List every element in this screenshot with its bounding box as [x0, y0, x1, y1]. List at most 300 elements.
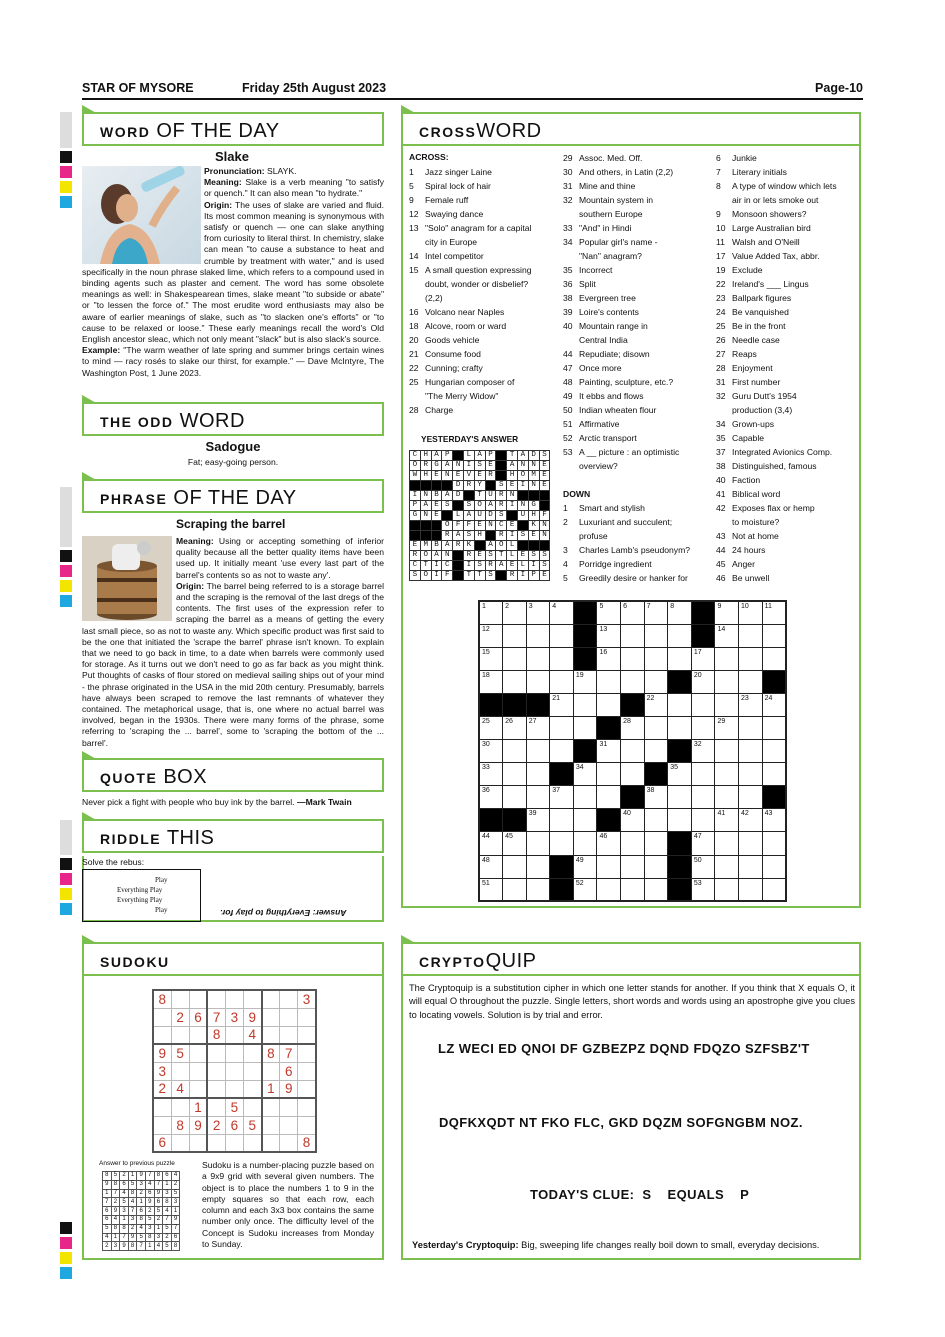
crossword-cell — [621, 786, 645, 809]
crossword-cell[interactable] — [526, 855, 550, 878]
crossword-cell[interactable]: 36 — [479, 786, 503, 809]
crossword-cell[interactable] — [621, 670, 645, 693]
sudoku-cell[interactable] — [262, 1098, 280, 1116]
crossword-cell[interactable]: 30 — [479, 740, 503, 763]
crossword-cell[interactable] — [715, 786, 739, 809]
crossword-cell[interactable]: 41 — [715, 809, 739, 832]
prev-sudoku-label: Answer to previous puzzle — [99, 1160, 175, 1167]
crossword-cell[interactable]: 43 — [762, 809, 786, 832]
crossword-cell[interactable] — [739, 786, 763, 809]
sudoku-cell[interactable] — [225, 1080, 243, 1098]
crossword-cell[interactable] — [715, 693, 739, 716]
sudoku-cell[interactable] — [298, 1116, 316, 1134]
sudoku-cell[interactable] — [225, 1026, 243, 1044]
prev-sudoku-cell: 8 — [137, 1215, 146, 1224]
crossword-cell[interactable] — [503, 763, 527, 786]
crossword-cell[interactable] — [621, 624, 645, 647]
sudoku-cell[interactable] — [262, 1026, 280, 1044]
crossword-cell[interactable] — [644, 809, 668, 832]
sudoku-cell[interactable] — [207, 1044, 225, 1062]
crossword-cell[interactable]: 18 — [479, 670, 503, 693]
crossword-cell[interactable]: 33 — [479, 763, 503, 786]
prev-sudoku-cell: 3 — [171, 1198, 180, 1207]
sudoku-cell[interactable] — [243, 1134, 261, 1152]
answer-cell — [453, 551, 464, 561]
crossword-cell[interactable] — [739, 740, 763, 763]
crossword-cell[interactable]: 25 — [479, 716, 503, 739]
crossword-cell[interactable] — [762, 878, 786, 901]
crossword-cell[interactable]: 27 — [526, 716, 550, 739]
sudoku-cell[interactable]: 9 — [243, 1008, 261, 1026]
crossword-cell[interactable]: 23 — [739, 693, 763, 716]
crossword-cell[interactable]: 2 — [503, 601, 527, 624]
clue: 2 Luxuriant and succulent; — [563, 517, 673, 527]
crossword-cell[interactable] — [621, 763, 645, 786]
crossword-cell[interactable]: 17 — [691, 647, 715, 670]
sudoku-cell[interactable]: 4 — [171, 1080, 189, 1098]
crossword-cell[interactable] — [597, 693, 621, 716]
sudoku-cell[interactable]: 6 — [189, 1008, 207, 1026]
prev-sudoku-cell: 5 — [103, 1224, 112, 1233]
crossword-cell[interactable]: 38 — [644, 786, 668, 809]
clue: 34 Grown-ups — [716, 419, 775, 429]
crossword-cell[interactable] — [550, 809, 574, 832]
answer-cell: A — [431, 451, 442, 461]
prev-sudoku-cell: 2 — [163, 1233, 172, 1242]
answer-cell: H — [474, 531, 485, 541]
crossword-cell[interactable] — [621, 647, 645, 670]
answer-cell: I — [517, 481, 528, 491]
crossword-cell[interactable] — [526, 740, 550, 763]
answer-cell: G — [431, 461, 442, 471]
crossword-cell[interactable]: 47 — [691, 832, 715, 855]
sudoku-cell[interactable] — [153, 1026, 171, 1044]
crossword-cell[interactable] — [503, 624, 527, 647]
sudoku-cell[interactable]: 9 — [280, 1080, 298, 1098]
sudoku-cell[interactable] — [243, 1080, 261, 1098]
crossword-cell[interactable] — [762, 716, 786, 739]
prev-sudoku-cell: 7 — [137, 1242, 146, 1251]
answer-cell: D — [453, 481, 464, 491]
answer-cell: S — [496, 511, 507, 521]
answer-cell: N — [485, 521, 496, 531]
answer-cell: P — [442, 451, 453, 461]
sudoku-cell[interactable] — [189, 1080, 207, 1098]
crossword-cell[interactable]: 31 — [597, 740, 621, 763]
sudoku-cell[interactable] — [153, 1116, 171, 1134]
crossword-cell[interactable] — [597, 763, 621, 786]
sudoku-cell[interactable] — [298, 1026, 316, 1044]
crossword-cell — [573, 647, 597, 670]
sudoku-cell[interactable] — [189, 990, 207, 1008]
answer-cell — [410, 521, 421, 531]
crossword-cell[interactable] — [715, 763, 739, 786]
answer-cell: L — [463, 451, 474, 461]
answer-cell: F — [442, 571, 453, 581]
answer-cell — [528, 491, 539, 501]
answer-cell: A — [496, 561, 507, 571]
sudoku-cell[interactable] — [298, 1098, 316, 1116]
crossword-cell[interactable] — [739, 624, 763, 647]
crossword-cell[interactable] — [644, 740, 668, 763]
prev-sudoku-cell: 7 — [145, 1172, 154, 1181]
answer-cell: S — [485, 571, 496, 581]
sudoku-cell[interactable]: 2 — [171, 1008, 189, 1026]
crossword-cell[interactable] — [691, 809, 715, 832]
sudoku-cell[interactable]: 5 — [225, 1098, 243, 1116]
crossword-cell[interactable]: 11 — [762, 601, 786, 624]
sudoku-cell[interactable]: 9 — [189, 1116, 207, 1134]
sudoku-cell[interactable]: 6 — [153, 1134, 171, 1152]
crossword-cell[interactable]: 42 — [739, 809, 763, 832]
answer-cell: E — [431, 511, 442, 521]
sudoku-cell[interactable] — [189, 1044, 207, 1062]
clue: 6 Junkie — [716, 153, 757, 163]
prev-sudoku-cell: 5 — [145, 1215, 154, 1224]
crossword-cell[interactable] — [526, 624, 550, 647]
crossword-cell[interactable] — [668, 624, 692, 647]
crossword-cell[interactable] — [762, 763, 786, 786]
crossword-cell[interactable] — [715, 878, 739, 901]
sudoku-cell[interactable] — [171, 1134, 189, 1152]
crossword-cell[interactable]: 28 — [621, 716, 645, 739]
answer-cell: R — [463, 481, 474, 491]
crossword-cell[interactable]: 46 — [597, 832, 621, 855]
clue: DOWN — [563, 489, 591, 499]
sudoku-cell[interactable]: 3 — [298, 990, 316, 1008]
clue: 24 Be vanquished — [716, 307, 789, 317]
answer-cell: N — [517, 501, 528, 511]
crossword-cell[interactable] — [644, 647, 668, 670]
prev-sudoku-cell: 6 — [154, 1198, 163, 1207]
crossword-cell[interactable] — [691, 716, 715, 739]
sudoku-cell[interactable] — [153, 1008, 171, 1026]
crossword-cell[interactable] — [526, 786, 550, 809]
crossword-cell[interactable] — [739, 832, 763, 855]
crossword-cell[interactable]: 5 — [597, 601, 621, 624]
crossword-cell[interactable] — [573, 832, 597, 855]
crossword-cell[interactable] — [691, 763, 715, 786]
answer-cell: B — [431, 541, 442, 551]
answer-cell — [410, 531, 421, 541]
crossword-cell[interactable] — [644, 832, 668, 855]
answer-cell: I — [507, 501, 518, 511]
crossword-cell[interactable] — [739, 647, 763, 670]
crossword-cell[interactable] — [739, 763, 763, 786]
crossword-cell[interactable] — [644, 624, 668, 647]
crossword-cell[interactable]: 48 — [479, 855, 503, 878]
sudoku-cell[interactable] — [171, 1026, 189, 1044]
crossword-cell[interactable]: 50 — [691, 855, 715, 878]
crossword-cell[interactable] — [573, 716, 597, 739]
crossword-cell[interactable]: 7 — [644, 601, 668, 624]
crossword-cell[interactable] — [550, 716, 574, 739]
crossword-cell[interactable]: 1 — [479, 601, 503, 624]
crossword-cell[interactable]: 24 — [762, 693, 786, 716]
answer-cell — [539, 501, 550, 511]
crossword-cell — [668, 855, 692, 878]
crossword-cell[interactable]: 12 — [479, 624, 503, 647]
sudoku-cell[interactable]: 2 — [207, 1116, 225, 1134]
crossword-cell[interactable]: 52 — [573, 878, 597, 901]
answer-cell: D — [485, 511, 496, 521]
crossword-cell[interactable] — [526, 832, 550, 855]
crossword-cell[interactable] — [715, 855, 739, 878]
sudoku-cell[interactable]: 7 — [280, 1044, 298, 1062]
crossword-cell[interactable] — [739, 670, 763, 693]
crossword-cell[interactable]: 39 — [526, 809, 550, 832]
crossword-cell[interactable] — [573, 693, 597, 716]
answer-cell: H — [420, 451, 431, 461]
crossword-cell[interactable]: 20 — [691, 670, 715, 693]
crossword-cell[interactable] — [668, 647, 692, 670]
crossword-cell[interactable] — [715, 670, 739, 693]
sudoku-cell[interactable] — [207, 1062, 225, 1080]
crossword-cell[interactable]: 34 — [573, 763, 597, 786]
crossword-cell[interactable] — [621, 832, 645, 855]
sudoku-cell[interactable] — [280, 990, 298, 1008]
prev-sudoku-cell: 7 — [120, 1233, 129, 1242]
prev-sudoku-cell: 5 — [120, 1198, 129, 1207]
sudoku-cell[interactable] — [262, 1062, 280, 1080]
sudoku-cell[interactable]: 8 — [298, 1134, 316, 1152]
crossword-cell[interactable] — [503, 878, 527, 901]
crossword-cell[interactable] — [503, 647, 527, 670]
crossword-cell[interactable]: 13 — [597, 624, 621, 647]
sudoku-cell[interactable]: 5 — [171, 1044, 189, 1062]
crossword-cell[interactable] — [573, 786, 597, 809]
crossword-cell[interactable]: 3 — [526, 601, 550, 624]
odd-word-def: Fat; easy-going person. — [187, 457, 279, 467]
crossword-cell[interactable] — [715, 647, 739, 670]
answer-cell — [517, 541, 528, 551]
prev-sudoku-cell: 1 — [145, 1242, 154, 1251]
crossword-cell[interactable] — [550, 832, 574, 855]
sudoku-cell[interactable] — [298, 1008, 316, 1026]
crossword-cell[interactable]: 19 — [573, 670, 597, 693]
sudoku-cell[interactable] — [280, 1116, 298, 1134]
sudoku-cell[interactable]: 7 — [207, 1008, 225, 1026]
crossword-cell[interactable] — [739, 855, 763, 878]
sudoku-cell[interactable] — [280, 1026, 298, 1044]
sudoku-cell[interactable]: 8 — [171, 1116, 189, 1134]
crossword-cell[interactable] — [644, 716, 668, 739]
crossword-cell[interactable] — [644, 670, 668, 693]
print-marks — [60, 112, 72, 211]
crossword-cell[interactable] — [762, 740, 786, 763]
sudoku-cell[interactable] — [280, 1098, 298, 1116]
crossword-cell[interactable] — [715, 740, 739, 763]
sudoku-cell[interactable] — [280, 1134, 298, 1152]
crossword-cell[interactable] — [621, 878, 645, 901]
sudoku-cell[interactable] — [189, 1134, 207, 1152]
crossword-cell[interactable] — [739, 878, 763, 901]
sudoku-cell[interactable] — [243, 1044, 261, 1062]
sudoku-cell[interactable] — [225, 1134, 243, 1152]
sudoku-grid[interactable] — [152, 989, 317, 1153]
crossword-cell[interactable]: 37 — [550, 786, 574, 809]
crossword-cell[interactable]: 44 — [479, 832, 503, 855]
crossword-cell[interactable] — [762, 647, 786, 670]
sudoku-cell[interactable] — [171, 1098, 189, 1116]
answer-cell: O — [474, 501, 485, 511]
crossword-cell[interactable] — [621, 855, 645, 878]
crossword-cell[interactable] — [526, 670, 550, 693]
crossword-cell[interactable] — [762, 832, 786, 855]
crossword-cell[interactable]: 9 — [715, 601, 739, 624]
sudoku-cell[interactable] — [298, 1080, 316, 1098]
prev-sudoku-cell: 1 — [120, 1215, 129, 1224]
sudoku-cell[interactable] — [243, 990, 261, 1008]
prev-sudoku-cell: 8 — [103, 1172, 112, 1181]
crossword-cell[interactable]: 51 — [479, 878, 503, 901]
crossword-cell[interactable]: 35 — [668, 763, 692, 786]
crossword-cell[interactable]: 21 — [550, 693, 574, 716]
crossword-cell — [762, 670, 786, 693]
crossword-cell[interactable] — [550, 740, 574, 763]
crossword-cell[interactable] — [668, 809, 692, 832]
prev-sudoku-cell: 9 — [154, 1189, 163, 1198]
crossword-cell[interactable]: 40 — [621, 809, 645, 832]
sudoku-cell[interactable] — [298, 1044, 316, 1062]
crossword-cell[interactable] — [597, 855, 621, 878]
sudoku-cell[interactable]: 2 — [153, 1080, 171, 1098]
clue: 30 And others, in Latin (2,2) — [563, 167, 674, 177]
answer-cell: T — [507, 451, 518, 461]
sudoku-cell[interactable] — [189, 1026, 207, 1044]
sudoku-cell[interactable] — [280, 1008, 298, 1026]
prev-sudoku-cell: 6 — [163, 1172, 172, 1181]
crossword-cell[interactable] — [550, 670, 574, 693]
crossword-cell[interactable] — [503, 740, 527, 763]
sudoku-cell[interactable] — [262, 1134, 280, 1152]
crossword-cell[interactable] — [503, 786, 527, 809]
sudoku-cell[interactable] — [225, 990, 243, 1008]
sudoku-cell[interactable]: 8 — [153, 990, 171, 1008]
sudoku-cell[interactable] — [243, 1062, 261, 1080]
sudoku-cell[interactable]: 1 — [189, 1098, 207, 1116]
sudoku-cell[interactable]: 9 — [153, 1044, 171, 1062]
crossword-cell[interactable] — [526, 647, 550, 670]
crossword-cell[interactable] — [762, 855, 786, 878]
crossword-cell[interactable]: 10 — [739, 601, 763, 624]
sudoku-cell[interactable] — [243, 1098, 261, 1116]
answer-cell: E — [507, 521, 518, 531]
crossword-cell[interactable]: 49 — [573, 855, 597, 878]
crossword-cell[interactable]: 22 — [644, 693, 668, 716]
crossword-cell[interactable] — [715, 832, 739, 855]
sudoku-cell[interactable]: 4 — [243, 1026, 261, 1044]
crossword-cell[interactable]: 15 — [479, 647, 503, 670]
answer-cell — [463, 491, 474, 501]
crossword-cell[interactable]: 32 — [691, 740, 715, 763]
crossword-cell[interactable] — [644, 855, 668, 878]
prev-sudoku-cell: 8 — [171, 1242, 180, 1251]
crossword-cell — [597, 809, 621, 832]
answer-cell: G — [528, 501, 539, 511]
crossword-cell[interactable] — [668, 716, 692, 739]
crossword-cell[interactable] — [644, 878, 668, 901]
crossword-cell[interactable]: 6 — [621, 601, 645, 624]
crossword-cell[interactable] — [503, 670, 527, 693]
answer-cell: E — [453, 471, 464, 481]
sudoku-cell[interactable] — [207, 1134, 225, 1152]
sudoku-cell[interactable] — [189, 1062, 207, 1080]
prev-sudoku-cell: 8 — [128, 1242, 137, 1251]
sudoku-cell[interactable] — [262, 990, 280, 1008]
sudoku-cell[interactable]: 3 — [153, 1062, 171, 1080]
sudoku-cell[interactable] — [207, 1098, 225, 1116]
crossword-cell[interactable] — [550, 647, 574, 670]
crossword-cell[interactable]: 4 — [550, 601, 574, 624]
crossword-cell[interactable] — [573, 809, 597, 832]
sudoku-cell[interactable]: 3 — [225, 1008, 243, 1026]
sudoku-cell[interactable]: 5 — [243, 1116, 261, 1134]
crossword-cell[interactable] — [550, 624, 574, 647]
sudoku-cell[interactable] — [171, 1062, 189, 1080]
answer-cell: T — [420, 561, 431, 571]
crossword-cell[interactable] — [597, 670, 621, 693]
clue: 38 Evergreen tree — [563, 293, 636, 303]
crossword-cell[interactable] — [691, 786, 715, 809]
sudoku-cell[interactable]: 6 — [225, 1116, 243, 1134]
crossword-cell[interactable]: 53 — [691, 878, 715, 901]
crossword-cell[interactable] — [503, 855, 527, 878]
crossword-cell[interactable] — [691, 693, 715, 716]
crossword-cell[interactable] — [621, 740, 645, 763]
sudoku-cell[interactable] — [171, 990, 189, 1008]
answer-cell: F — [463, 521, 474, 531]
sudoku-cell[interactable] — [207, 990, 225, 1008]
crossword-cell[interactable] — [668, 693, 692, 716]
sudoku-cell[interactable]: 8 — [207, 1026, 225, 1044]
crossword-cell[interactable] — [739, 716, 763, 739]
sudoku-cell[interactable] — [225, 1044, 243, 1062]
answer-cell — [420, 531, 431, 541]
crossword-cell[interactable] — [526, 878, 550, 901]
answer-cell: I — [507, 531, 518, 541]
across-label: ACROSS: — [409, 152, 449, 162]
crossword-grid[interactable] — [478, 600, 787, 902]
crossword-cell[interactable]: 8 — [668, 601, 692, 624]
sudoku-cell[interactable] — [153, 1098, 171, 1116]
crossword-cell[interactable] — [526, 763, 550, 786]
crossword-cell[interactable]: 14 — [715, 624, 739, 647]
sudoku-cell[interactable] — [262, 1008, 280, 1026]
clue: 5 Greedily desire or hanker for — [563, 573, 688, 583]
sudoku-cell[interactable]: 1 — [262, 1080, 280, 1098]
crossword-cell[interactable] — [597, 878, 621, 901]
phrase-of-day-header: PHRASE OF THE DAY — [82, 479, 384, 513]
crossword-cell[interactable] — [597, 786, 621, 809]
clue: 11 Walsh and O'Neill — [716, 237, 800, 247]
sudoku-cell[interactable] — [262, 1116, 280, 1134]
crossword-cell[interactable]: 45 — [503, 832, 527, 855]
sudoku-cell[interactable] — [207, 1080, 225, 1098]
crossword-cell[interactable] — [762, 624, 786, 647]
crossword-cell[interactable]: 29 — [715, 716, 739, 739]
sudoku-cell[interactable]: 8 — [262, 1044, 280, 1062]
answer-cell: O — [410, 461, 421, 471]
answer-cell: I — [410, 491, 421, 501]
crossword-cell[interactable]: 26 — [503, 716, 527, 739]
sudoku-cell[interactable] — [298, 1062, 316, 1080]
sudoku-cell[interactable] — [225, 1062, 243, 1080]
crossword-cell[interactable] — [668, 786, 692, 809]
sudoku-cell[interactable]: 6 — [280, 1062, 298, 1080]
crossword-cell[interactable]: 16 — [597, 647, 621, 670]
prev-sudoku-cell: 3 — [163, 1189, 172, 1198]
